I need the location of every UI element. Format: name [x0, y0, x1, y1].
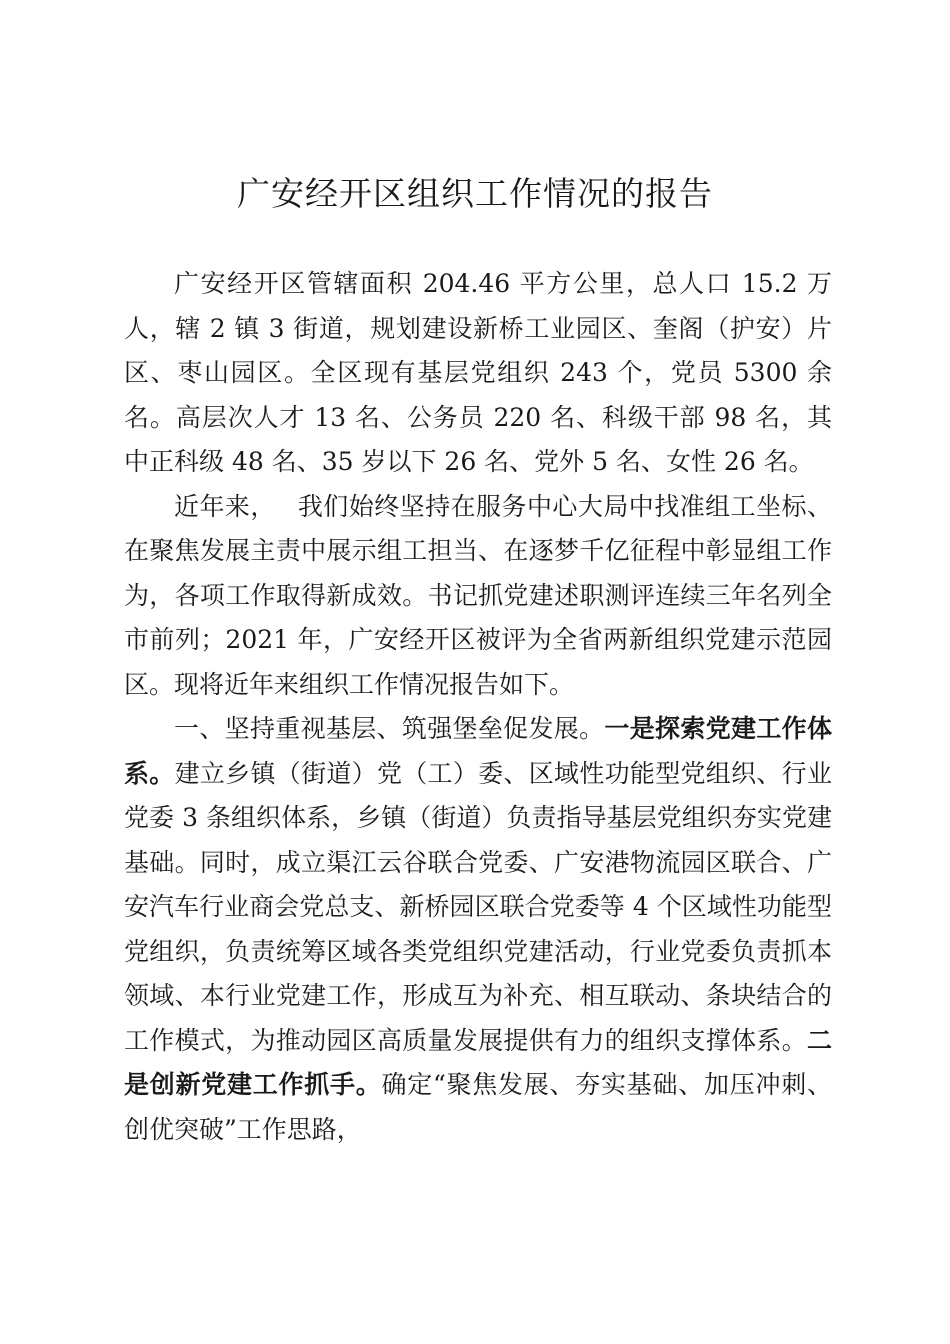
paragraph-overview-text: 广安经开区管辖面积 204.46 平方公里，总人口 15.2 万人，辖 2 镇 3 街道，规划建设新桥工业园区、奎阁（护安）片区、枣山园区。全区现有基层党组织 243 个，党员 5300 余名。高层次人才 13 名、公务员 220 名、科级干部 98 名，其中正科级 48 名、35 岁以下 26 名、党外 5 名、女性 26 名。 [124, 269, 832, 476]
paragraph-achievements [124, 485, 832, 708]
paragraph-achievements-text: 我们始终坚持在服务中心大局中找准组工坐标、在聚焦发展主责中展示组工担当、在逐梦千亿征程中彰显组工作为，各项工作取得新成效。书记抓党建述职测评连续三年名列全市前列；2021 年，广安经开区被评为全省两新组织党建示范园区。现将近年来组织工作情况报告如下。 [124, 491, 832, 699]
document-body [124, 262, 832, 1152]
point-one-title: 一是探索党建工作体系。 [124, 714, 832, 788]
point-two-text: 确定“聚焦发展、夯实基础、加压冲刺、创优突破”工作思路， [124, 1070, 832, 1144]
paragraph-overview [124, 262, 832, 485]
point-one-text: 建立乡镇（街道）党（工）委、区域性功能型党组织、行业党委 3 条组织体系，乡镇（街道）负责指导基层党组织夯实党建基础。同时，成立渠江云谷联合党委、广安港物流园区联合、广安汽车行业商会党总支、新桥园区联合党委等 4 个区域性功能型党组织，负责统筹区域各类党组织党建活动，行业党委负责抓本领域、本行业党建工作，形成互为补充、相互联动、条块结合的工作模式，为推动园区高质量发展提供有力的组织支撑体系。 [124, 758, 832, 1055]
section-one-heading: 一、坚持重视基层、筑强堡垒促发展。 [174, 714, 605, 743]
paragraph-section-one [124, 707, 832, 1152]
point-two-title: 二是创新党建工作抓手。 [124, 1025, 832, 1099]
document-title: 广安经开区组织工作情况的报告 [237, 174, 713, 213]
paragraph-achievements-lead: 近年来， [174, 491, 276, 521]
